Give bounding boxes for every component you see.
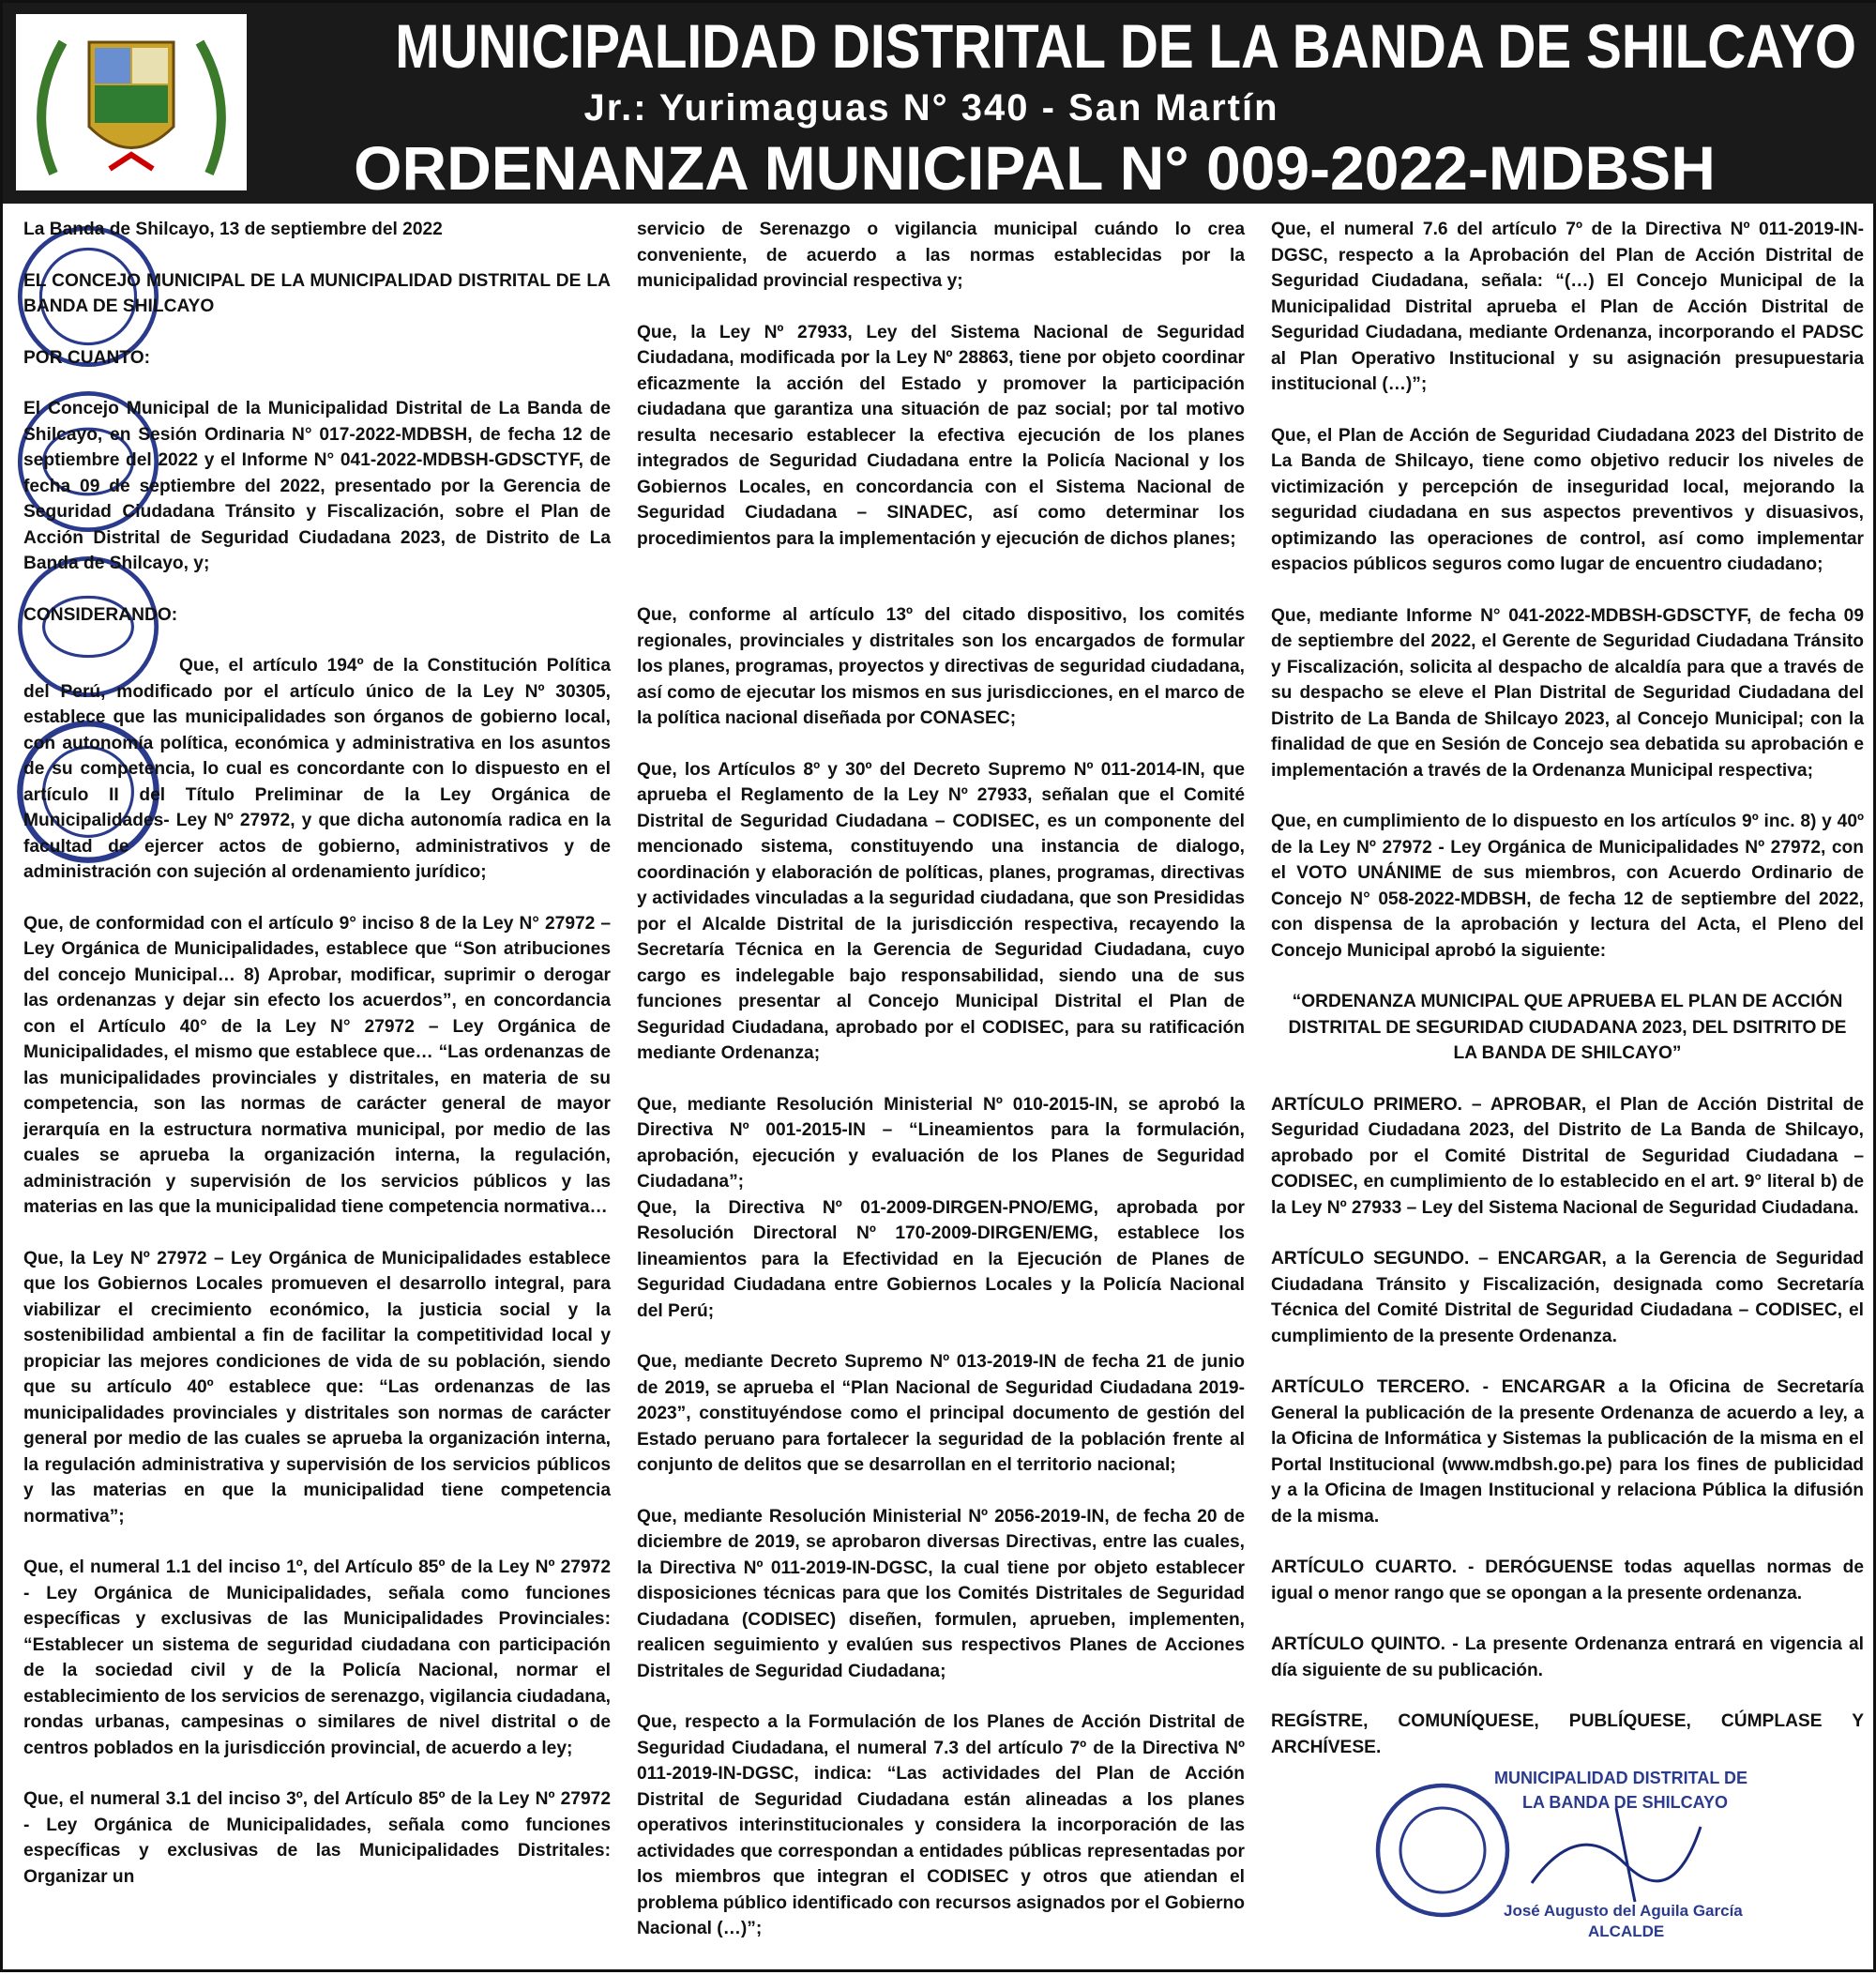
date-line: La Banda de Shilcayo, 13 de septiembre del 2022 — [23, 220, 443, 239]
paragraph: Que, el Plan de Acción de Seguridad Ciudadana 2023 del Distrito de La Banda de Shilcayo, tiene como objetivo reducir los niveles de victimización y percepción de inseguridad local, mejorando la seguridad ciudadana en sus aspectos preventivos y disuasivos, optimizando las operaciones de control, así como implementar espacios públicos seguros como lugar de encuentro ciudadano; — [1271, 425, 1864, 574]
paragraph: Que, mediante Decreto Supremo Nº 013-2019-IN de fecha 21 de junio de 2019, se aprueba el “Plan Nacional de Seguridad Ciudadana 2019-2023”, constituyéndose como el principal documento de gestión del Estado peruano para fortalecer la seguridad de la población frente al conjunto de delitos que se desarrollan en el territorio nacional; — [637, 1352, 1245, 1475]
ordinance-title: “ORDENANZA MUNICIPAL QUE APRUEBA EL PLAN DE ACCIÓN DISTRITAL DE SEGURIDAD CIUDADANA 2023, DEL DSITRITO DE LA BANDA DE SHILCAYO” — [1288, 992, 1847, 1063]
paragraph: Que, la Ley Nº 27972 – Ley Orgánica de Municipalidades establece que los Gobiernos Locales promueven el desarrollo integral, para viabilizar el crecimiento económico, la justicia social y la sostenibilidad ambiental a fin de facilitar la competitividad local y propiciar las mejores condiciones de vida de su población, siendo que su artículo 40º establece que: “Las ordenanzas de las municipalidades provinciales y distritales son normas de carácter general por medio de las cuales se aprueba la organización interna, la regulación administrativa y supervisión de los servicios públicos y las materias en que la municipalidad tiene competencia normativa”; — [23, 1248, 611, 1527]
signature-stamp-line-1: MUNICIPALIDAD DISTRITAL DE — [1494, 1769, 1747, 1787]
article-2: ARTÍCULO SEGUNDO. – ENCARGAR, a la Gerencia de Seguridad Ciudadana Tránsito y Fiscalización, designada como Secretaría Técnica del Comité Distrital de Seguridad Ciudadana – CODISEC, el cumplimiento de la presente Ordenanza. — [1271, 1249, 1864, 1346]
paragraph: Que, mediante Informe N° 041-2022-MDBSH-GDSCTYF, de fecha 09 de septiembre del 2022, el Gerente de Seguridad Ciudadana Tránsito y Fiscalización, solicita al despacho de alcaldía para que a través de su despacho se eleve el Plan Distrital de Seguridad Ciudadana del Distrito de La Banda de Shilcayo 2023, al Concejo Municipal; con la finalidad de que en Sesión de Concejo sea debatida su aprobación e implementación a través de la Ordenanza Municipal respectiva; — [1271, 605, 1864, 781]
paragraph: Que, el artículo 194º de la Constitución Política del Perú, modificado por el artículo único de la Ley Nº 30305, establece que las municipalidades son órganos de gobierno local, con autonomía política, económica y administrativa en los asuntos de su competencia, lo cual es concordante con lo dispuesto en el artículo II del Título Preliminar de la Ley Orgánica de Municipalidades- Ley Nº 27972, y que dicha autonomía radica en la facultad de ejercer actos de gobierno, administrativos y de administración con sujeción al ordenamiento jurídico; — [23, 656, 611, 882]
paragraph: Que, mediante Resolución Ministerial Nº 2056-2019-IN, de fecha 20 de diciembre de 2019, se aprobaron diversas Directivas, entre las cuales, la Directiva Nº 011-2019-IN-DGSC, la cual tiene por objeto establecer disposiciones técnicas para que los Comités Distritales de Seguridad Ciudadana (CODISEC) diseñen, formulen, aprueben, implementen, realicen seguimiento y evalúen sus respectivos Planes de Acciones Distritales de Seguridad Ciudadana; — [637, 1506, 1245, 1681]
por-cuanto-heading: POR CUANTO: — [23, 347, 151, 368]
paragraph: Que, el numeral 1.1 del inciso 1º, del Artículo 85º de la Ley Nº 27972 - Ley Orgánica de Municipalidades, señala como funciones específicas y exclusivas de las Municipalidades Provinciales: “Establecer un sistema de seguridad ciudadana con participación de la sociedad civil y de la Policía Nacional, normar el establecimiento de los servicios de serenazgo, vigilancia ciudadana, rondas urbanas, campesinas o similares de nivel distrital o de centros poblados en la jurisdicción provincial, de acuerdo a ley; — [23, 1557, 611, 1758]
paragraph: Que, la Directiva Nº 01-2009-DIRGEN-PNO/EMG, aprobada por Resolución Directoral Nº 170-2009-DIRGEN/EMG, establece los lineamientos para la Efectividad en la Ejecución de Planes de Seguridad Ciudadana entre Gobiernos Locales y la Policía Nacional del Perú; — [637, 1197, 1245, 1321]
paragraph: Que, de conformidad con el artículo 9° inciso 8 de la Ley N° 27972 – Ley Orgánica de Municipalidades, establece que “Son atribuciones del concejo Municipal… 8) Aprobar, modificar, suprimir o derogar las ordenanzas y dejar sin efecto los acuerdos”, en concordancia con el Artículo 40° de la Ley N° 27972 – Ley Orgánica de Municipalidades, el mismo que establece que… “Las ordenanzas de las municipalidades provinciales y distritales, en materia de su competencia, son las normas de carácter general de mayor jerarquía en la estructura normativa municipal, por medio de las cuales se aprueba la organización interna, la regulación, administración y supervisión de los servicios públicos y las materias en las que la municipalidad tiene competencia normativa… — [23, 913, 611, 1217]
signature-stamp-line-2: LA BANDA DE SHILCAYO — [1522, 1793, 1729, 1812]
concejo-heading: EL CONCEJO MUNICIPAL DE LA MUNICIPALIDAD DISTRITAL DE LA BANDA DE SHILCAYO — [23, 270, 611, 316]
closing-formula: REGÍSTRE, COMUNÍQUESE, PUBLÍQUESE, CÚMPLASE Y ARCHÍVESE. — [1271, 1711, 1864, 1757]
municipality-address: Jr.: Yurimaguas N° 340 - San Martín — [583, 87, 1279, 129]
paragraph: Que, el numeral 7.6 del artículo 7º de la Directiva Nº 011-2019-IN-DGSC, respecto a la Aprobación del Plan de Acción Distrital de Seguridad Ciudadana, señala: “(…) El Concejo Municipal de la Municipalidad Distrital aprueba el Plan de Acción Distrital de Seguridad Ciudadana, mediante Ordenanza, incorporando el PADSC al Plan Operativo Institucional y su asignación presupuestaria institucional (…)”; — [1271, 220, 1864, 394]
paragraph: servicio de Serenazgo o vigilancia municipal cuándo lo crea conveniente, de acuerdo a las normas establecidas por la municipalidad provincial respectiva y; — [637, 220, 1245, 291]
mayor-signature-block — [1372, 1761, 1766, 1949]
municipal-crest-logo — [16, 14, 247, 190]
paragraph: Que, mediante Resolución Ministerial Nº 010-2015-IN, se aprobó la Directiva Nº 001-2015-IN – “Lineamientos para la formulación, aprobación, ejecución y evaluación de los Planes de Seguridad Ciudadana”; — [637, 1094, 1245, 1192]
mayor-name: José Augusto del Aguila García — [1504, 1902, 1743, 1920]
paragraph: Que, el numeral 3.1 del inciso 3º, del Artículo 85º de la Ley Nº 27972 - Ley Orgánica de Municipalidades, señala como funciones específicas y exclusivas de las Municipalidades Distritales: Organizar un — [23, 1789, 611, 1887]
column-3 — [1271, 217, 1864, 1785]
paragraph: Que, los Artículos 8º y 30º del Decreto Supremo Nº 011-2014-IN, que aprueba el Reglamento de la Ley Nº 27933, señalan que el Comité Distrital de Seguridad Ciudadana – CODISEC, es un componente del mencionado sistema, constituyendo una instancia de dialogo, coordinación y elaboración de políticas, planes, programas, directivas y actividades vinculadas a la seguridad ciudadana, que son Presididas por el Alcalde Distrital de la jurisdicción respectiva, recayendo la Secretaría Técnica en la Gerencia de Seguridad Ciudadana, cuyo cargo es indelegable bajo responsabilidad, siendo una de sus funciones presentar al Concejo Municipal Distrital el Plan de Seguridad Ciudadana, aprobado por el CODISEC, para su ratificación mediante Ordenanza; — [637, 759, 1245, 1063]
paragraph: Que, respecto a la Formulación de los Planes de Acción Distrital de Seguridad Ciudadana, el numeral 7.3 del artículo 7º de la Directiva Nº 011-2019-IN-DGSC, indica: “Las actividades del Plan de Acción Distrital de Seguridad Ciudadana están alineadas a los planes operativos interinstitucionales y considera la incorporación de las actividades que correspondan a entidades públicas representadas por los miembros que integran el CODISEC y otros que atiendan el problema público identificado con recursos asignados por el Gobierno Nacional (…)”; — [637, 1712, 1245, 1938]
article-3: ARTÍCULO TERCERO. - ENCARGAR a la Oficina de Secretaría General la publicación de la presente Ordenanza de acuerdo a ley, a la Oficina de Informática y Sistemas la publicación de la misma en el Portal Institucional (www.mdbsh.go.pe) para los fines de publicidad y a la Oficina de Imagen Institucional y relaciona Pública la difusión de la misma. — [1271, 1377, 1864, 1527]
paragraph: Que, en cumplimiento de lo dispuesto en los artículos 9º inc. 8) y 40º de la Ley Nº 27972 - Ley Orgánica de Municipalidades Nº 27972, con el VOTO UNÁNIME de sus miembros, con Acuerdo Ordinario de Concejo N° 058-2022-MDBSH, de fecha 12 de septiembre del 2022, con dispensa de la aprobación y lectura del Acta, el Pleno del Concejo Municipal aprobó la siguiente: — [1271, 812, 1864, 961]
header-banner — [3, 3, 1876, 204]
article-5: ARTÍCULO QUINTO. - La presente Ordenanza entrará en vigencia al día siguiente de su publicación. — [1271, 1634, 1864, 1680]
mayor-role: ALCALDE — [1588, 1922, 1665, 1940]
paragraph: Que, la Ley Nº 27933, Ley del Sistema Nacional de Seguridad Ciudadana, modificada por la Ley Nº 28863, tiene por objeto coordinar eficazmente la acción del Estado y promover la participación ciudadana que garantiza una situación de paz social; por tal motivo resulta necesario establecer la efectiva ejecución de los planes integrados de Seguridad Ciudadana entre la Policía Nacional y los Gobiernos Locales, en concordancia con el Sistema Nacional de Seguridad Ciudadana – SINADEC, así como determinar los procedimientos para la implementación y ejecución de dichos planes; — [637, 322, 1245, 549]
document-body — [3, 204, 1876, 1975]
column-1 — [23, 217, 611, 1915]
column-2 — [637, 217, 1245, 1967]
handwritten-signature-icon — [1522, 1799, 1710, 1911]
ordinance-number: ORDENANZA MUNICIPAL N° 009-2022-MDBSH — [354, 133, 1716, 203]
municipality-title: MUNICIPALIDAD DISTRITAL DE LA BANDA DE SHILCAYO — [395, 11, 1857, 81]
article-1: ARTÍCULO PRIMERO. – APROBAR, el Plan de Acción Distrital de Seguridad Ciudadana 2023, del Distrito de La Banda de Shilcayo, aprobado por el Comité Distrital de Seguridad Ciudadana – CODISEC, en cumplimiento de lo establecido en el art. 9° literal b) de la Ley Nº 27933 – Ley del Sistema Nacional de Seguridad Ciudadana. — [1271, 1094, 1864, 1218]
paragraph: Que, conforme al artículo 13º del citado dispositivo, los comités regionales, provinciales y distritales son los encargados de formular los planes, programas, proyectos y directivas de seguridad ciudadana, así como de ejecutar los mismos en sus jurisdicciones, en el marco de la política nacional diseñada por CONASEC; — [637, 605, 1245, 728]
paragraph: El Concejo Municipal de la Municipalidad Distrital de La Banda de Shilcayo, en Sesión Ordinaria N° 017-2022-MDBSH, de fecha 12 de septiembre del 2022 y el Informe N° 041-2022-MDBSH-GDSCTYF, de fecha 09 de septiembre del 2022, presentado por la Gerencia de Seguridad Ciudadana Tránsito y Fiscalización, sobre el Plan de Acción Distrital de Seguridad Ciudadana 2023, de Distrito de La Banda de Shilcayo, y; — [23, 399, 611, 573]
alcalde-seal-icon — [1372, 1780, 1513, 1921]
considerando-heading: CONSIDERANDO: — [23, 604, 178, 625]
article-4: ARTÍCULO CUARTO. - DERÓGUENSE todas aquellas normas de igual o menor rango que se opongan a la presente ordenanza. — [1271, 1557, 1864, 1603]
